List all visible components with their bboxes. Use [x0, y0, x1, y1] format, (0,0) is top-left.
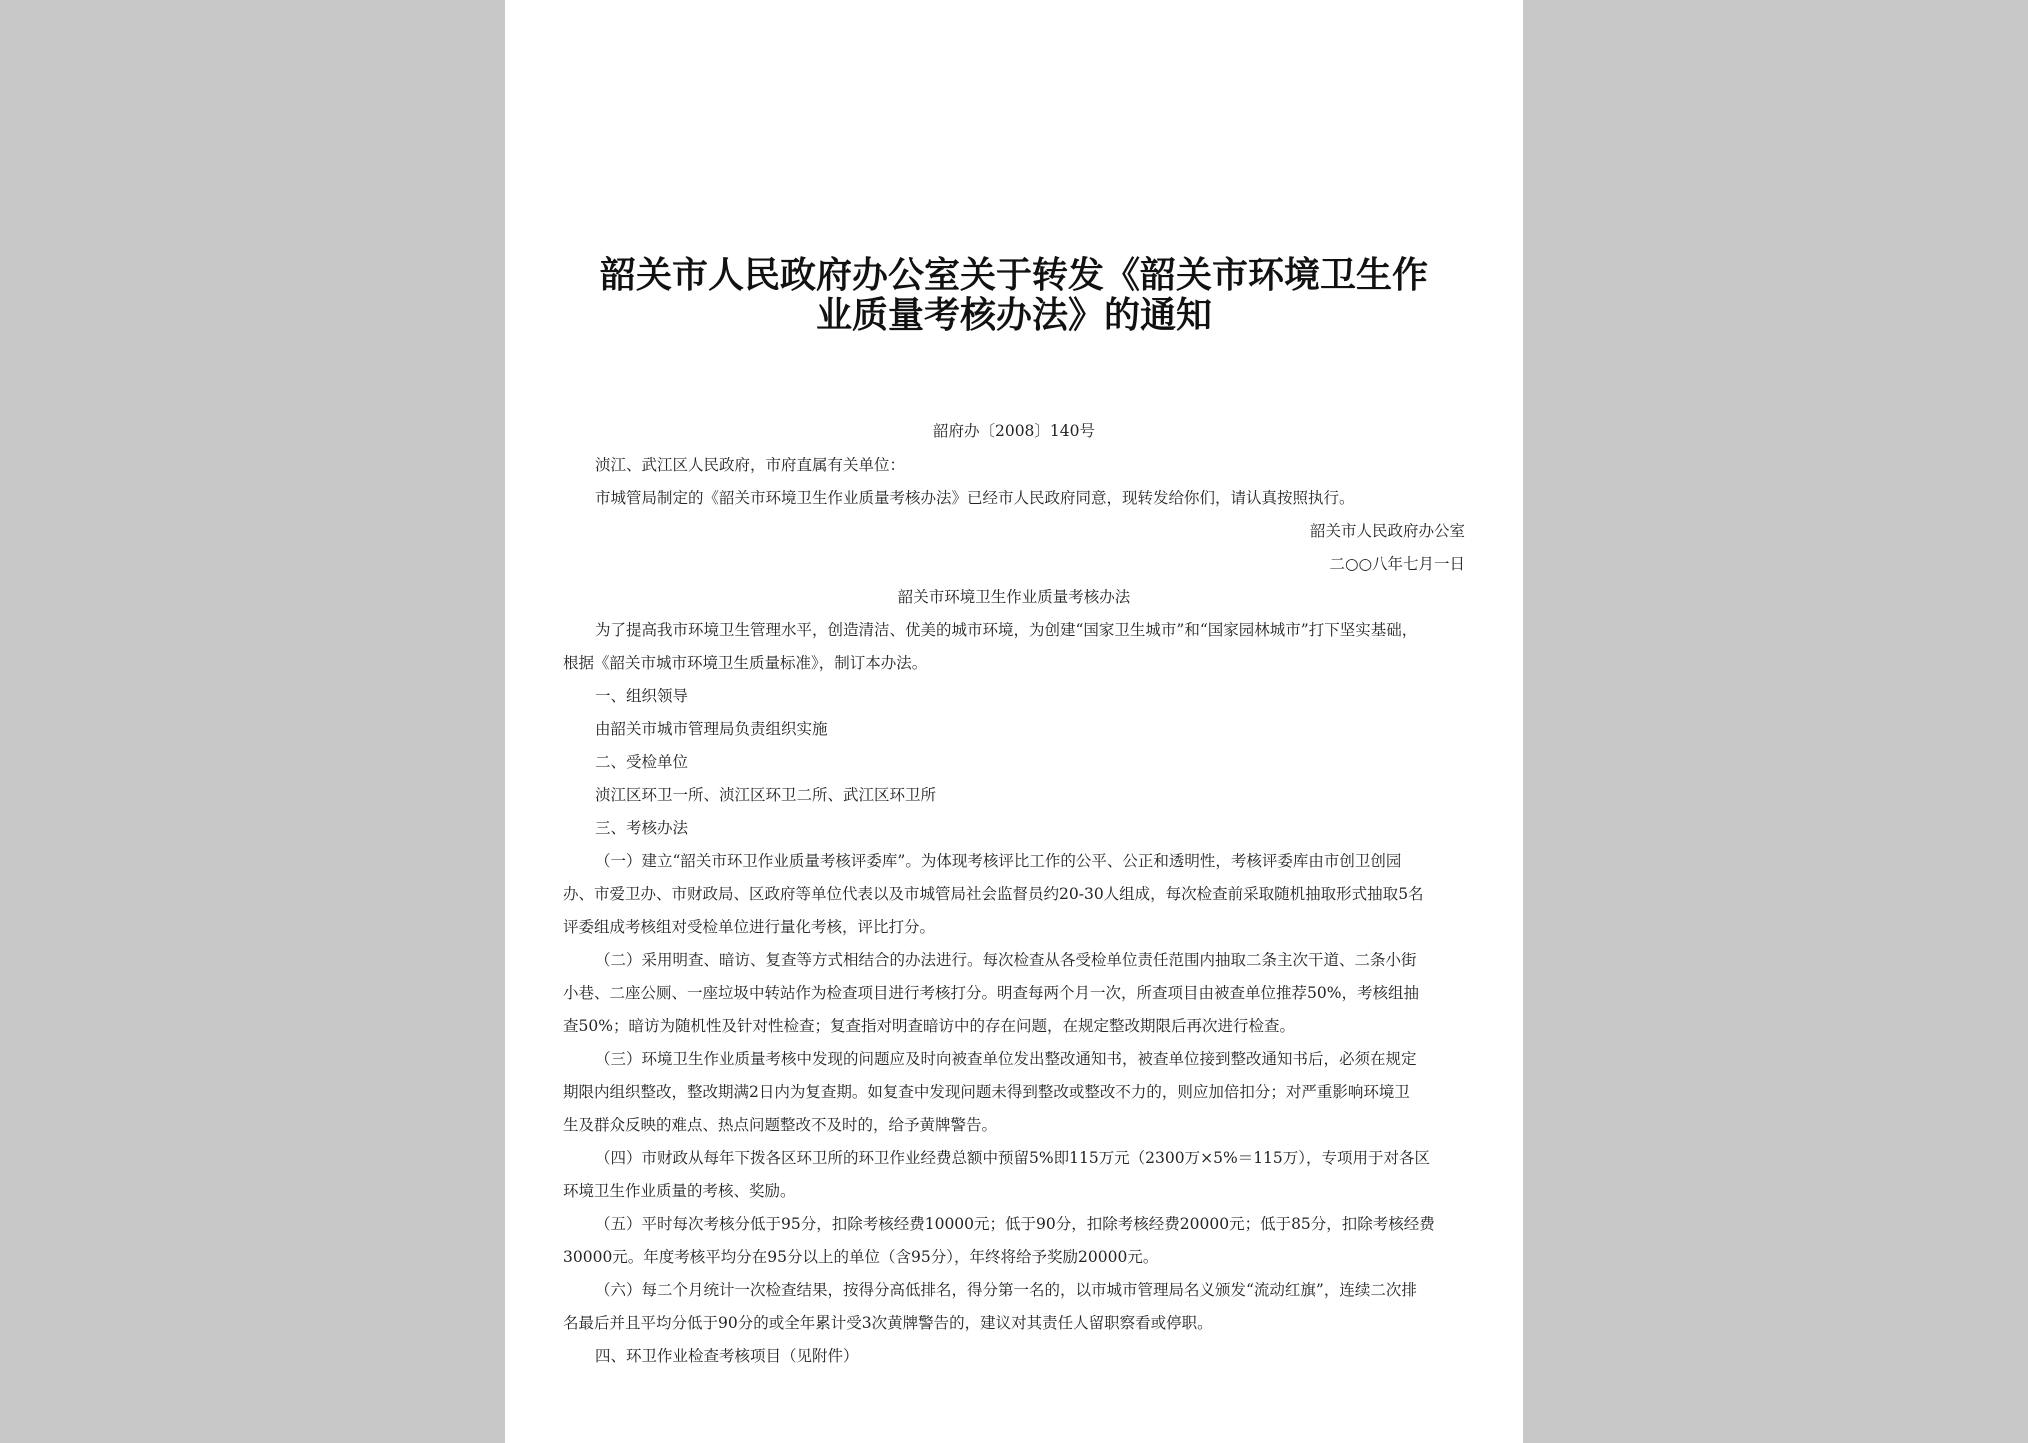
body-line: 由韶关市城市管理局负责组织实施	[595, 720, 828, 738]
title-line-1: 韶关市人民政府办公室关于转发《韶关市环境卫生作	[599, 255, 1428, 296]
body-line: （六）每二个月统计一次检查结果，按得分高低排名，得分第一名的，以市城市管理局名义颁发“流动红旗”，连续二次排	[595, 1281, 1417, 1299]
section-heading: 三、考核办法	[595, 819, 689, 837]
document-page	[505, 0, 1523, 1443]
body-line: 查50%；暗访为随机性及针对性检查；复查指对明查暗访中的存在问题，在规定整改期限后再次进行检查。	[563, 1017, 1295, 1035]
title-line-2: 业质量考核办法》的通知	[815, 295, 1212, 336]
section-heading: 四、环卫作业检查考核项目（见附件）	[595, 1347, 859, 1365]
body-line: 期限内组织整改，整改期满2日内为复查期。如复查中发现问题未得到整改或整改不力的，则应加倍扣分；对严重影响环境卫	[563, 1083, 1410, 1101]
section-heading: 一、组织领导	[595, 687, 689, 705]
body-line: 名最后并且平均分低于90分的或全年累计受3次黄牌警告的，建议对其责任人留职察看或停职。	[563, 1314, 1213, 1332]
issue-date: 二○○八年七月一日	[1329, 555, 1465, 573]
body-line: 评委组成考核组对受检单位进行量化考核，评比打分。	[563, 918, 936, 936]
body-line: （五）平时每次考核分低于95分，扣除考核经费10000元；低于90分，扣除考核经费20000元；低于85分，扣除考核经费	[595, 1215, 1435, 1233]
document-title	[505, 256, 1523, 336]
body-line: 浈江区环卫一所、浈江区环卫二所、武江区环卫所	[595, 786, 937, 804]
body-line: 根据《韶关市城市环境卫生质量标准》，制订本办法。	[563, 654, 928, 672]
body-line: 办、市爱卫办、市财政局、区政府等单位代表以及市城管局社会监督员约20-30人组成，每次检查前采取随机抽取形式抽取5名	[563, 885, 1424, 903]
recipients: 浈江、武江区人民政府，市府直属有关单位：	[595, 456, 906, 474]
body-line: （一）建立“韶关市环卫作业质量考核评委库”。为体现考核评比工作的公平、公正和透明性，考核评委库由市创卫创园	[595, 852, 1402, 870]
body-line: 小巷、二座公厕、一座垃圾中转站作为检查项目进行考核打分。明查每两个月一次，所查项目由被查单位推荐50%，考核组抽	[563, 984, 1419, 1002]
issuer: 韶关市人民政府办公室	[1309, 522, 1465, 540]
attachment-title: 韶关市环境卫生作业质量考核办法	[897, 588, 1131, 606]
body-line: （二）采用明查、暗访、复查等方式相结合的办法进行。每次检查从各受检单位责任范围内抽取二条主次干道、二条小街	[595, 951, 1417, 969]
body-line: （四）市财政从每年下拨各区环卫所的环卫作业经费总额中预留5%即115万元（2300万×5%＝115万），专项用于对各区	[595, 1149, 1431, 1167]
body-line: 30000元。年度考核平均分在95分以上的单位（含95分），年终将给予奖励20000元。	[563, 1248, 1159, 1266]
body-line: 生及群众反映的难点、热点问题整改不及时的，给予黄牌警告。	[563, 1116, 998, 1134]
document-number: 韶府办〔2008〕140号	[932, 422, 1096, 440]
body-line: 环境卫生作业质量的考核、奖励。	[563, 1182, 796, 1200]
body-line: 为了提高我市环境卫生管理水平，创造清洁、优美的城市环境，为创建“国家卫生城市”和“国家园林城市”打下坚实基础，	[595, 621, 1418, 639]
section-heading: 二、受检单位	[595, 753, 689, 771]
intro-paragraph: 市城管局制定的《韶关市环境卫生作业质量考核办法》已经市人民政府同意，现转发给你们，请认真按照执行。	[595, 489, 1355, 507]
body-line: （三）环境卫生作业质量考核中发现的问题应及时向被查单位发出整改通知书，被查单位接到整改通知书后，必须在规定	[595, 1050, 1417, 1068]
